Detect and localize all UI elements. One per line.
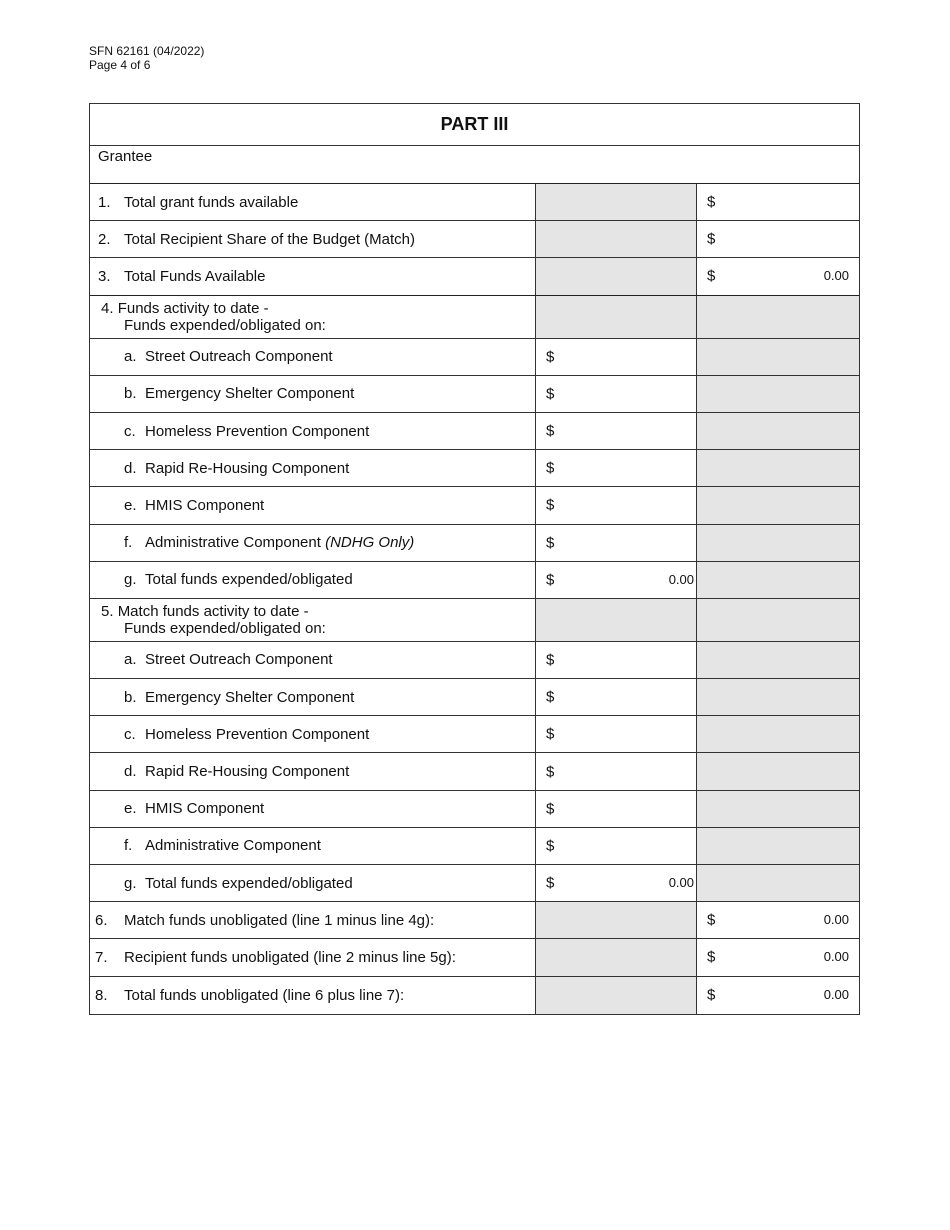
amount-field[interactable] (697, 902, 859, 938)
shaded-cell (697, 487, 859, 523)
line-3-row (90, 258, 859, 295)
shaded-cell (697, 679, 859, 715)
item-letter: d. (124, 459, 137, 477)
amount-field[interactable] (697, 221, 859, 257)
dollar-sign: $ (546, 385, 555, 403)
item-letter: c. (124, 422, 136, 440)
shaded-cell (697, 828, 859, 864)
amount-field[interactable] (697, 184, 859, 220)
item-label: Street Outreach Component (145, 348, 333, 366)
amount-value: 0.00 (668, 874, 694, 890)
item-label: HMIS Component (145, 800, 265, 818)
item-label: HMIS Component (145, 496, 265, 514)
shaded-cell (697, 525, 859, 561)
amount-field[interactable] (536, 525, 697, 561)
part-iii-form (89, 103, 860, 1015)
line-number: 6. (95, 911, 108, 929)
dollar-sign: $ (707, 193, 716, 211)
item-label: Street Outreach Component (145, 651, 333, 669)
shaded-cell (697, 339, 859, 375)
dollar-sign: $ (546, 651, 555, 669)
line-4f-row (90, 525, 859, 562)
item-letter: g. (124, 571, 137, 589)
amount-field[interactable] (536, 450, 697, 486)
grantee-field[interactable] (90, 146, 859, 184)
item-letter: f. (124, 534, 133, 552)
line-5c-row (90, 716, 859, 753)
amount-value: 0.00 (823, 912, 849, 928)
item-letter: a. (124, 348, 137, 366)
form-header (89, 44, 204, 72)
shaded-cell (697, 296, 859, 338)
item-label: Total funds expended/obligated (145, 571, 353, 589)
item-letter: b. (124, 688, 137, 706)
line-4a-row (90, 339, 859, 376)
line-5g-row (90, 865, 859, 902)
shaded-cell (697, 791, 859, 827)
amount-field[interactable] (536, 642, 697, 678)
amount-value: 0.00 (823, 986, 849, 1002)
form-id: SFN 62161 (04/2022) (89, 44, 205, 58)
shaded-cell (536, 902, 697, 938)
amount-field[interactable] (536, 865, 697, 901)
line-6-row (90, 902, 859, 939)
dollar-sign: $ (707, 911, 716, 929)
amount-value: 0.00 (668, 571, 694, 587)
dollar-sign: $ (546, 763, 555, 781)
amount-field[interactable] (536, 339, 697, 375)
dollar-sign: $ (546, 422, 555, 440)
shaded-cell (536, 184, 697, 220)
amount-field[interactable] (536, 791, 697, 827)
line-number: 3. (98, 267, 111, 285)
dollar-sign: $ (546, 496, 555, 514)
page-number: Page 4 of 6 (89, 58, 151, 72)
line-8-row (90, 977, 859, 1014)
line-number: 1. (98, 193, 111, 211)
amount-value: 0.00 (823, 268, 849, 284)
item-letter: e. (124, 496, 137, 514)
line-5-header-row (90, 599, 859, 642)
dollar-sign: $ (546, 725, 555, 743)
amount-field[interactable] (536, 753, 697, 789)
section-subtitle: Funds expended/obligated on: (124, 316, 326, 334)
shaded-cell (697, 450, 859, 486)
line-5e-row (90, 791, 859, 828)
shaded-cell (536, 296, 697, 338)
dollar-sign: $ (707, 986, 716, 1004)
amount-field[interactable] (697, 977, 859, 1014)
section-title: Funds activity to date - (117, 299, 269, 317)
dollar-sign: $ (546, 571, 555, 589)
dollar-sign: $ (546, 348, 555, 366)
line-number: 5. (101, 602, 114, 620)
line-label: Total grant funds available (124, 193, 299, 211)
item-label: Homeless Prevention Component (145, 725, 370, 743)
line-4c-row (90, 413, 859, 450)
line-4e-row (90, 487, 859, 524)
line-5f-row (90, 828, 859, 865)
grantee-label: Grantee (98, 148, 153, 165)
dollar-sign: $ (546, 688, 555, 706)
line-label: Match funds unobligated (line 1 minus line 4g): (124, 911, 435, 929)
item-label: Administrative Component (145, 534, 321, 552)
line-number: 4. (101, 299, 114, 317)
dollar-sign: $ (546, 874, 555, 892)
line-label: Total Recipient Share of the Budget (Match) (124, 230, 415, 248)
line-label: Total funds unobligated (line 6 plus line 7): (124, 986, 405, 1004)
item-letter: f. (124, 837, 133, 855)
line-4-header-row (90, 296, 859, 339)
amount-field[interactable] (536, 376, 697, 412)
amount-field[interactable] (697, 939, 859, 975)
amount-field[interactable] (536, 679, 697, 715)
shaded-cell (536, 258, 697, 294)
dollar-sign: $ (707, 948, 716, 966)
amount-field[interactable] (536, 487, 697, 523)
dollar-sign: $ (546, 459, 555, 477)
section-title: Match funds activity to date - (117, 602, 309, 620)
shaded-cell (697, 865, 859, 901)
part-title: PART III (90, 104, 859, 146)
item-label: Rapid Re-Housing Component (145, 459, 350, 477)
dollar-sign: $ (707, 267, 716, 285)
item-letter: d. (124, 763, 137, 781)
line-number: 8. (95, 986, 108, 1004)
dollar-sign: $ (546, 534, 555, 552)
item-label: Emergency Shelter Component (145, 688, 355, 706)
amount-field[interactable] (536, 413, 697, 449)
shaded-cell (697, 562, 859, 598)
shaded-cell (536, 221, 697, 257)
amount-field[interactable] (536, 716, 697, 752)
dollar-sign: $ (546, 800, 555, 818)
line-number: 2. (98, 230, 111, 248)
shaded-cell (697, 413, 859, 449)
line-5d-row (90, 753, 859, 790)
line-2-row (90, 221, 859, 258)
dollar-sign: $ (546, 837, 555, 855)
line-number: 7. (95, 948, 108, 966)
shaded-cell (697, 376, 859, 412)
line-4g-row (90, 562, 859, 599)
item-letter: g. (124, 874, 137, 892)
amount-field[interactable] (697, 258, 859, 294)
item-label: Rapid Re-Housing Component (145, 763, 350, 781)
item-label: Emergency Shelter Component (145, 385, 355, 403)
shaded-cell (697, 599, 859, 641)
item-note: (NDHG Only) (325, 534, 415, 552)
line-4b-row (90, 376, 859, 413)
item-label: Administrative Component (145, 837, 321, 855)
item-label: Homeless Prevention Component (145, 422, 370, 440)
amount-field[interactable] (536, 828, 697, 864)
line-7-row (90, 939, 859, 976)
shaded-cell (536, 599, 697, 641)
item-letter: e. (124, 800, 137, 818)
line-4d-row (90, 450, 859, 487)
line-1-row (90, 184, 859, 221)
section-subtitle: Funds expended/obligated on: (124, 619, 326, 637)
shaded-cell (536, 977, 697, 1014)
line-label: Total Funds Available (124, 267, 266, 285)
item-letter: a. (124, 651, 137, 669)
item-label: Total funds expended/obligated (145, 874, 353, 892)
amount-field[interactable] (536, 562, 697, 598)
amount-value: 0.00 (823, 949, 849, 965)
line-label: Recipient funds unobligated (line 2 minus line 5g): (124, 948, 456, 966)
item-letter: b. (124, 385, 137, 403)
dollar-sign: $ (707, 230, 716, 248)
item-letter: c. (124, 725, 136, 743)
line-5a-row (90, 642, 859, 679)
shaded-cell (697, 753, 859, 789)
shaded-cell (697, 642, 859, 678)
shaded-cell (697, 716, 859, 752)
line-5b-row (90, 679, 859, 716)
shaded-cell (536, 939, 697, 975)
